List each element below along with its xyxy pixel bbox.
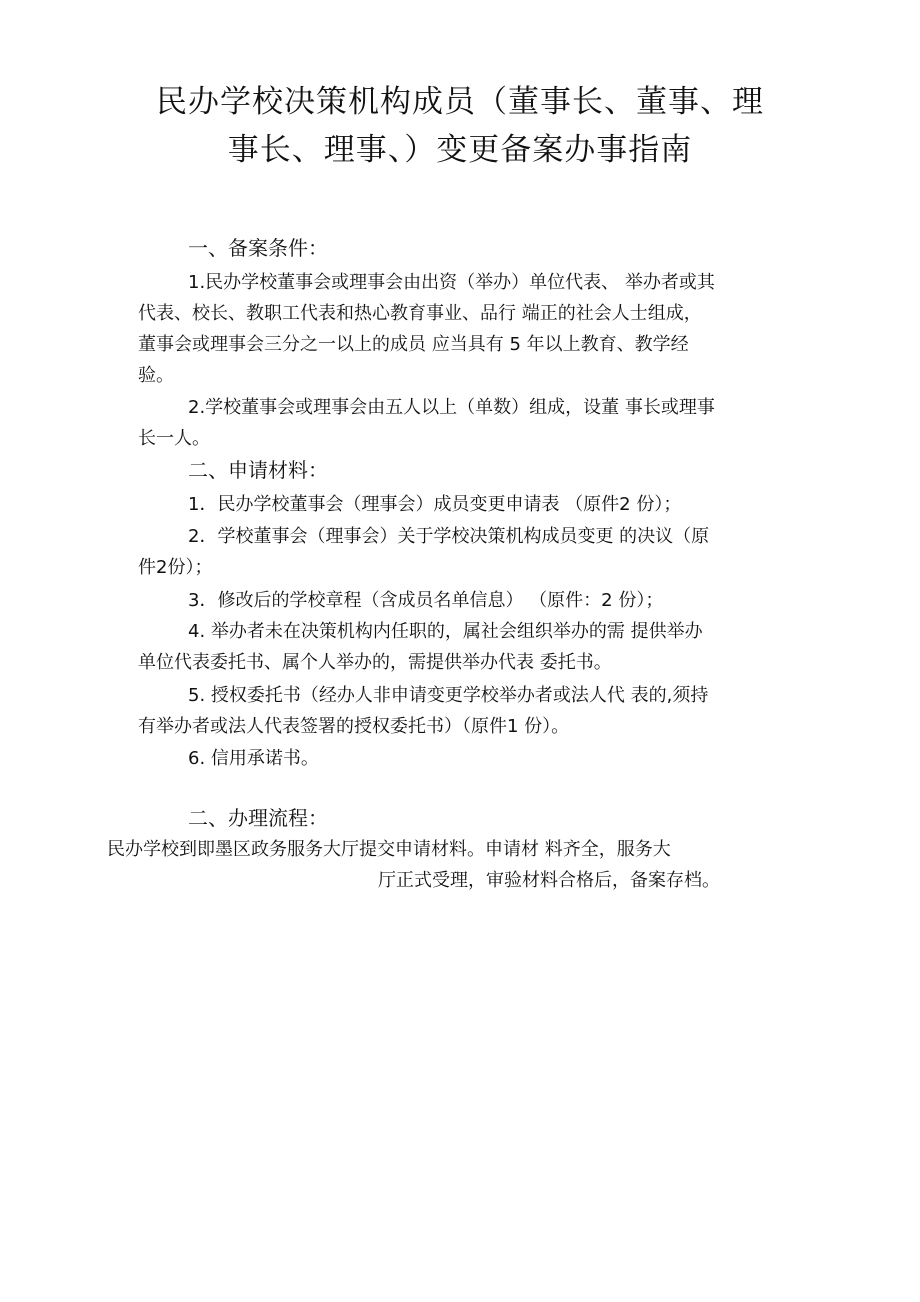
paragraph-line: 代表、校长、教职工代表和热心教育事业、品行 端正的社会人士组成， — [138, 303, 702, 324]
paragraph-line: 验。 — [138, 365, 174, 386]
list-item: 6. 信用承诺书。 — [188, 748, 319, 769]
paragraph-line: 董事会或理事会三分之一以上的成员 应当具有 5 年以上教育、教学经 — [138, 334, 689, 355]
list-item-continuation: 件2份）； — [138, 557, 213, 578]
paragraph-line: 2.学校董事会或理事会由五人以上（单数）组成，设董 事长或理事 — [188, 397, 715, 418]
paragraph-line: 1.民办学校董事会或理事会由出资（举办）单位代表、 举办者或其 — [188, 272, 715, 293]
paragraph-line: 厅正式受理，审验材料合格后，备案存档。 — [378, 870, 720, 891]
list-item: 5. 授权委托书（经办人非申请变更学校举办者或法人代 表的,须持 — [188, 685, 709, 706]
list-item-continuation: 单位代表委托书、属个人举办的，需提供举办代表 委托书。 — [138, 652, 612, 673]
paragraph-line: 长一人。 — [138, 428, 210, 449]
section-heading-conditions: 一、备案条件： — [188, 236, 328, 260]
list-item: 3．修改后的学校章程（含成员名单信息） （原件：2 份）； — [188, 590, 664, 611]
document-title-line-1: 民办学校决策机构成员（董事长、董事、理 — [156, 84, 764, 120]
document-title-line-2: 事长、理事、）变更备案办事指南 — [227, 132, 693, 168]
list-item: 1．民办学校董事会（理事会）成员变更申请表 （原件2 份）； — [188, 494, 682, 515]
list-item: 2．学校董事会（理事会）关于学校决策机构成员变更 的决议（原 — [188, 526, 710, 547]
list-item-continuation: 有举办者或法人代表签署的授权委托书）（原件1 份）。 — [138, 716, 570, 737]
list-item: 4. 举办者未在决策机构内任职的，属社会组织举办的需 提供举办 — [188, 621, 703, 642]
section-heading-process: 二、办理流程： — [188, 806, 328, 830]
paragraph-line: 民办学校到即墨区政务服务大厅提交申请材料。申请材 料齐全，服务大 — [107, 839, 671, 860]
section-heading-materials: 二、申请材料： — [188, 458, 328, 482]
